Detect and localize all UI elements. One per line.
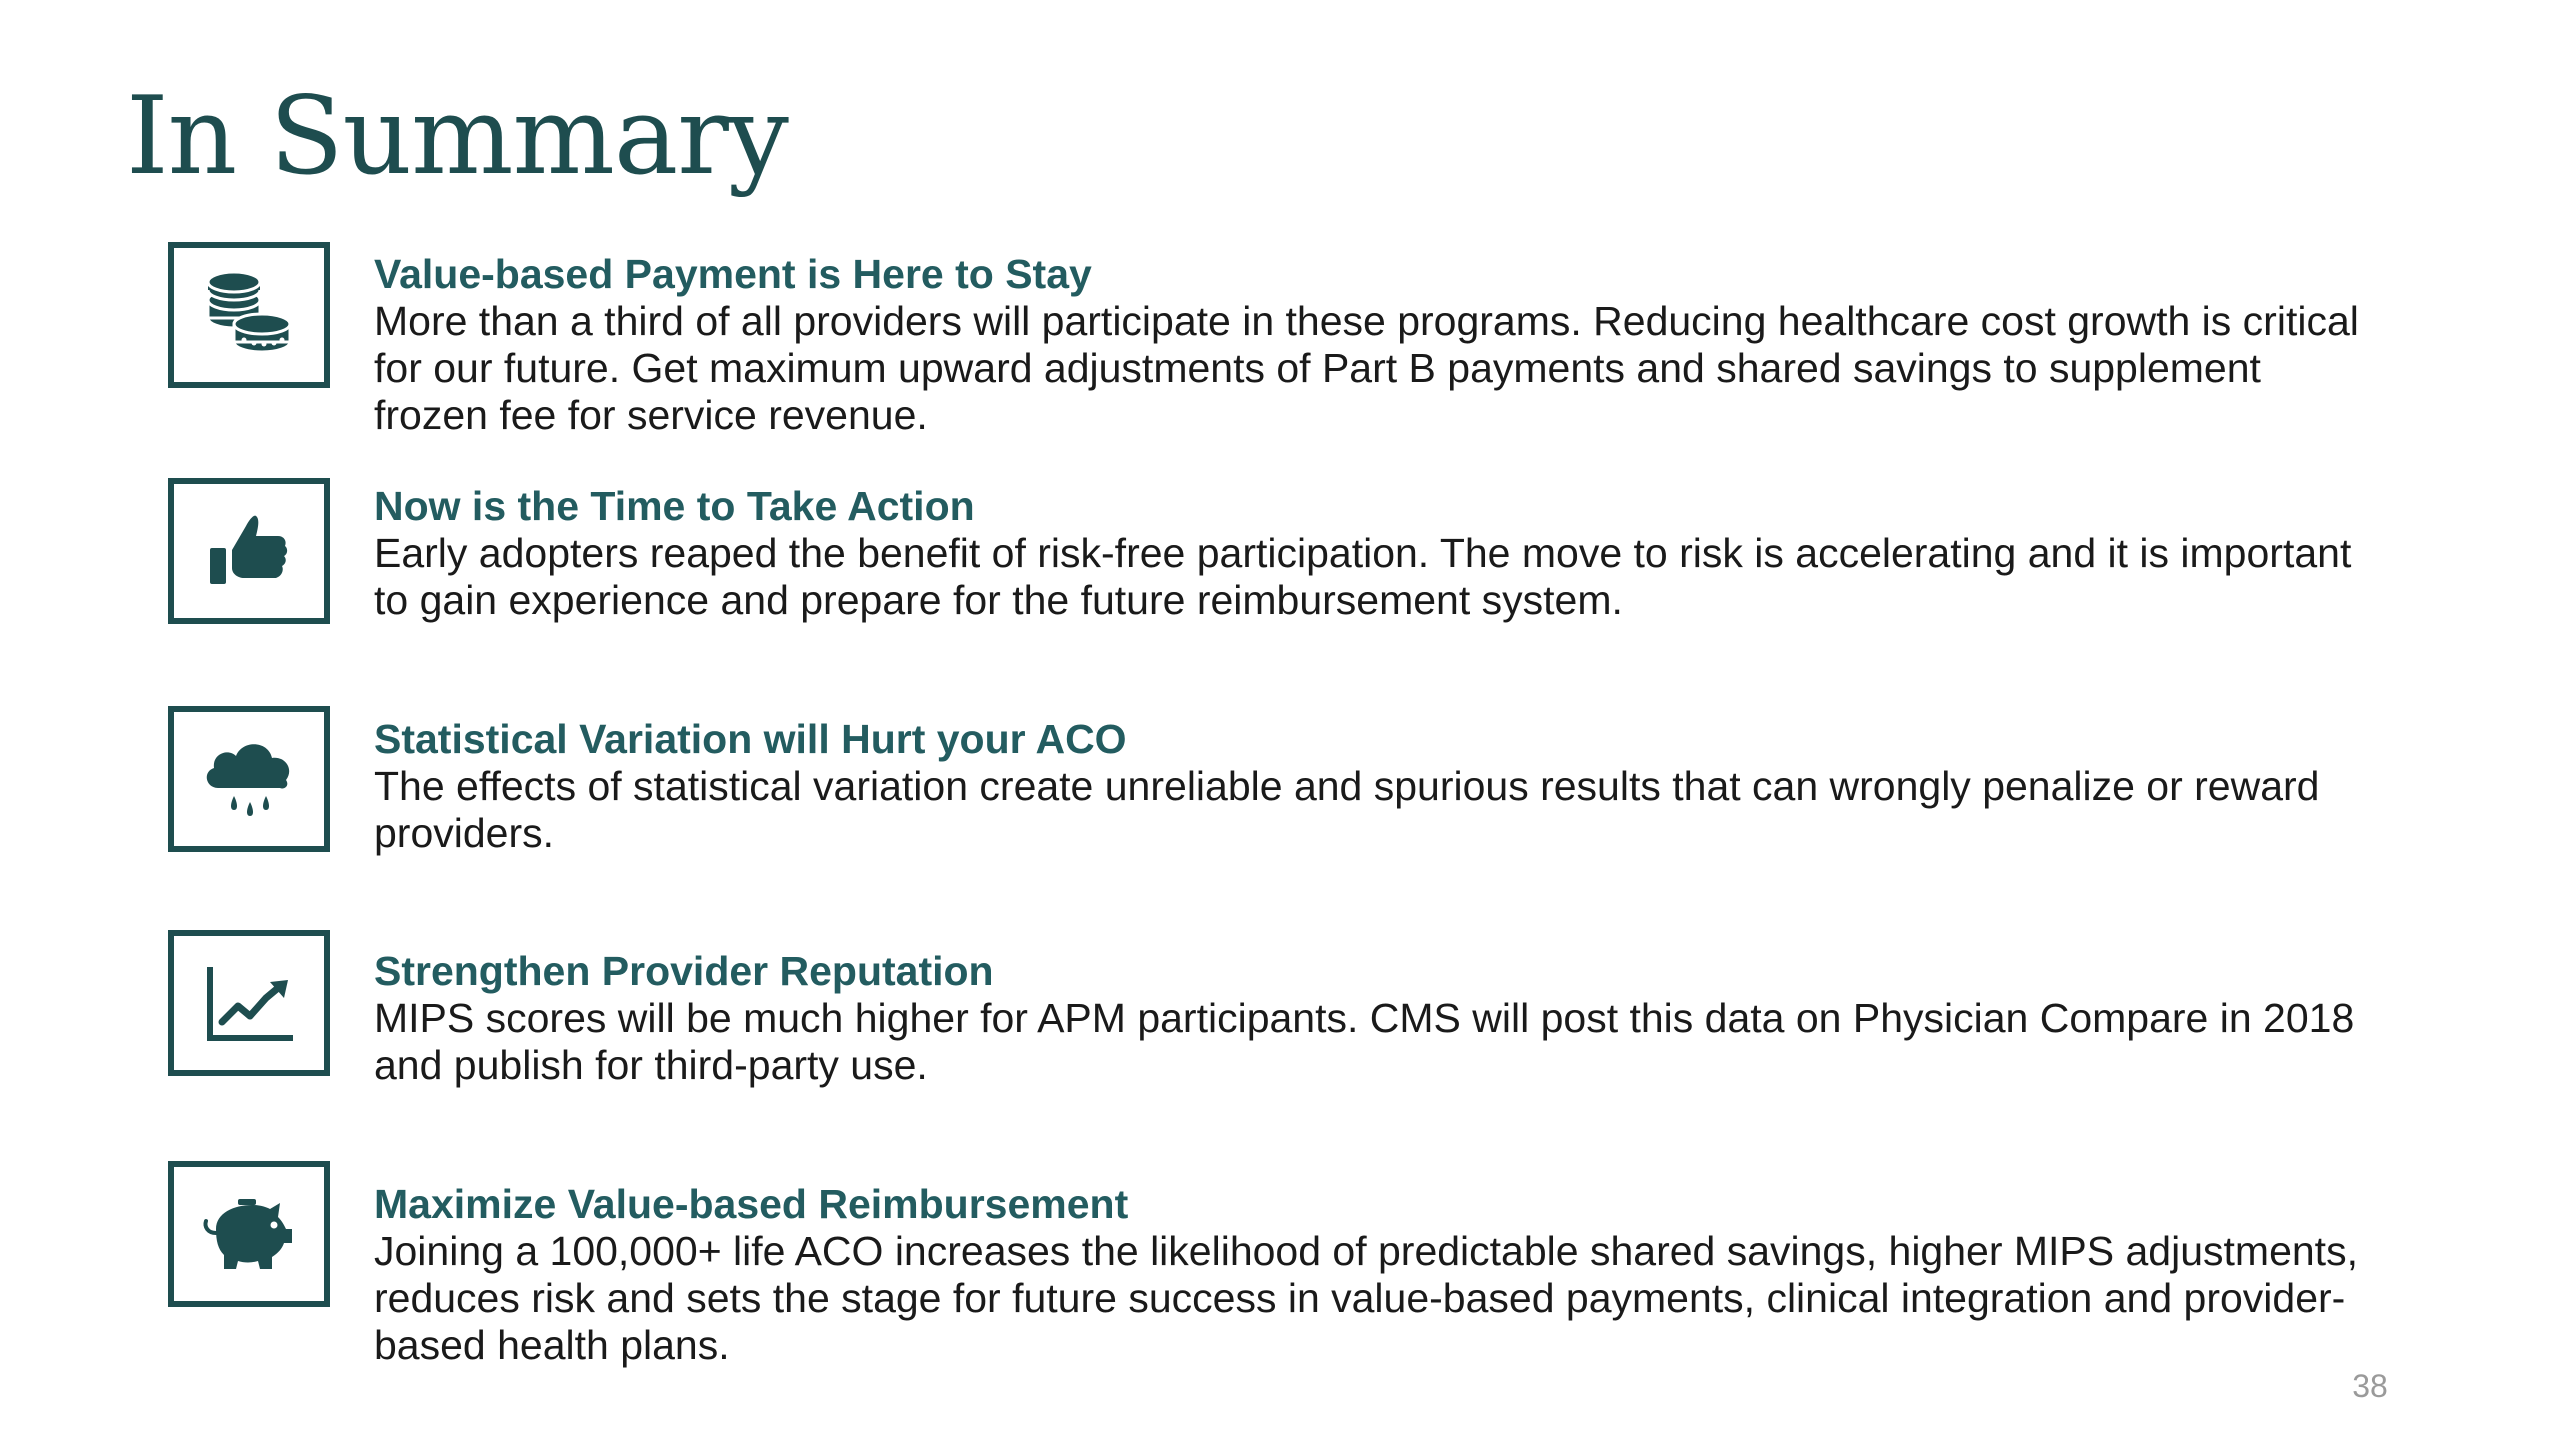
slide-title: In Summary bbox=[126, 74, 788, 199]
summary-line: frozen fee for service revenue. bbox=[374, 392, 928, 438]
summary-heading: Now is the Time to Take Action bbox=[374, 483, 975, 529]
summary-line: providers. bbox=[374, 810, 555, 856]
icon-frame bbox=[168, 930, 330, 1076]
thumbs-up-icon bbox=[194, 496, 304, 606]
icon-frame bbox=[168, 478, 330, 624]
piggy-bank-icon bbox=[194, 1179, 304, 1289]
summary-heading: Strengthen Provider Reputation bbox=[374, 948, 994, 994]
summary-text bbox=[374, 482, 2484, 624]
summary-line: Early adopters reaped the benefit of risk-free participation. The move to risk is accelerating and it is important bbox=[374, 530, 2352, 576]
summary-text bbox=[374, 715, 2484, 857]
summary-line: for our future. Get maximum upward adjustments of Part B payments and shared savings to supplement bbox=[374, 345, 2261, 391]
coins-icon bbox=[194, 260, 304, 370]
icon-frame bbox=[168, 1161, 330, 1307]
summary-line: The effects of statistical variation create unreliable and spurious results that can wrongly penalize or reward bbox=[374, 763, 2320, 809]
summary-heading: Statistical Variation will Hurt your ACO bbox=[374, 716, 1127, 762]
icon-frame bbox=[168, 706, 330, 852]
summary-heading: Value-based Payment is Here to Stay bbox=[374, 251, 1092, 297]
icon-frame bbox=[168, 242, 330, 388]
summary-line: to gain experience and prepare for the future reimbursement system. bbox=[374, 577, 1623, 623]
summary-line: and publish for third-party use. bbox=[374, 1042, 928, 1088]
summary-line: Joining a 100,000+ life ACO increases the likelihood of predictable shared savings, higher MIPS adjustments, bbox=[374, 1228, 2358, 1274]
summary-line: based health plans. bbox=[374, 1322, 730, 1368]
summary-line: MIPS scores will be much higher for APM participants. CMS will post this data on Physician Compare in 2018 bbox=[374, 995, 2355, 1041]
summary-text bbox=[374, 947, 2484, 1089]
summary-line: reduces risk and sets the stage for future success in value-based payments, clinical integration and provider- bbox=[374, 1275, 2346, 1321]
line-chart-icon bbox=[194, 948, 304, 1058]
summary-line: More than a third of all providers will participate in these programs. Reducing healthcare cost growth is critical bbox=[374, 298, 2359, 344]
summary-text bbox=[374, 250, 2484, 439]
page-number: 38 bbox=[2352, 1368, 2388, 1404]
summary-heading: Maximize Value-based Reimbursement bbox=[374, 1181, 1129, 1227]
rain-cloud-icon bbox=[194, 724, 304, 834]
summary-text bbox=[374, 1180, 2484, 1369]
